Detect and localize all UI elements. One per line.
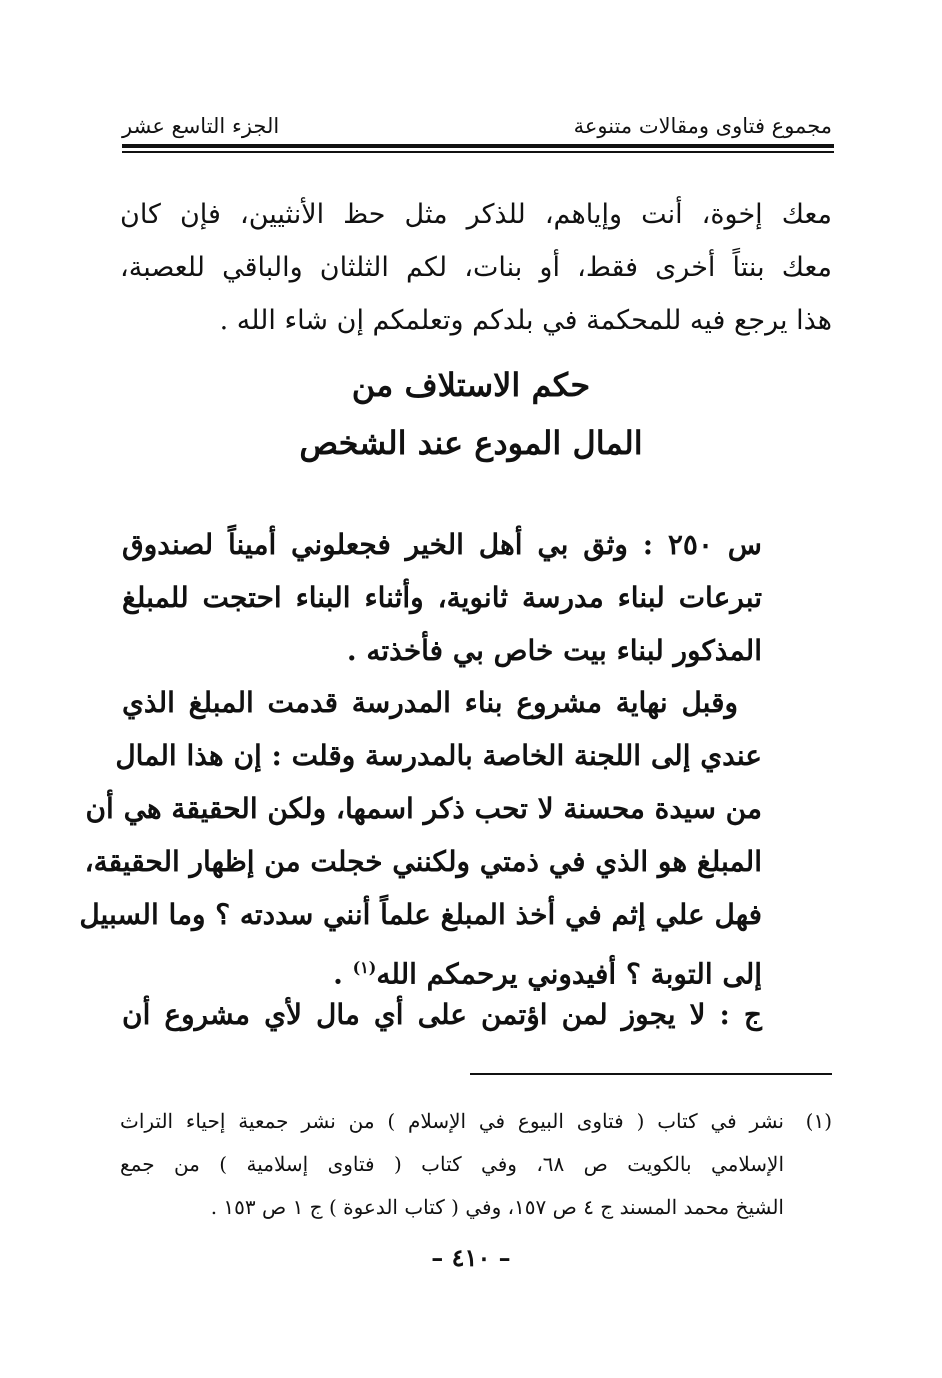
intro-line-3: هذا يرجع فيه للمحكمة في بلدكم وتعلمكم إن شاء الله . xyxy=(219,305,832,336)
section-title-line-2: المال المودع عند الشخص xyxy=(299,424,643,462)
question-cont-line-5: فهل علي إثم في أخذ المبلغ علماً أنني سددته ؟ وما السبيل xyxy=(79,898,762,931)
header-volume: الجزء التاسع عشر xyxy=(122,114,280,138)
question-line-2: تبرعات لبناء مدرسة ثانوية، وأثناء البناء احتجت للمبلغ xyxy=(122,581,762,614)
page-number: – ٤١٠ – xyxy=(431,1243,511,1272)
question-cont-line-6-text: إلى التوبة ؟ أفيدوني يرحمكم الله xyxy=(376,957,762,991)
footnote-rule xyxy=(470,1073,832,1075)
question-line-1: س ٢٥٠ : وثق بي أهل الخير فجعلوني أميناً لصندوق xyxy=(122,528,762,561)
question-line-3: المذكور لبناء بيت خاص بي فأخذته . xyxy=(346,634,762,667)
question-cont-line-1: وقبل نهاية مشروع بناء المدرسة قدمت المبلغ الذي xyxy=(122,686,738,719)
intro-line-2: معك بنتاً أخرى فقط، أو بنات، لكم الثلثان والباقي للعصبة، xyxy=(120,252,832,283)
answer-block xyxy=(122,988,762,1041)
header-book-title: مجموع فتاوى ومقالات متنوعة xyxy=(573,114,832,138)
footnote-line-1: نشر في كتاب ( فتاوى البيوع في الإسلام ) من نشر جمعية إحياء التراث xyxy=(120,1109,784,1133)
footnote-marker: (١) xyxy=(805,1109,832,1133)
answer-line-1: ج : لا يجوز لمن اؤتمن على أي مال لأي مشروع أن xyxy=(122,998,762,1031)
question-block xyxy=(122,518,762,677)
footnote-line-2: الإسلامي بالكويت ص ٦٨، وفي كتاب ( فتاوى إسلامية ) من جمع xyxy=(120,1152,785,1176)
question-cont-line-3: من سيدة محسنة لا تحب ذكر اسمها، ولكن الحقيقة هي أن xyxy=(85,792,762,825)
header-rule-thick xyxy=(122,144,834,148)
question-continued-block xyxy=(79,676,762,1000)
section-title-line-1: حكم الاستلاف من xyxy=(351,366,591,404)
question-cont-line-6-end: . xyxy=(333,957,353,991)
question-cont-line-2: عندي إلى اللجنة الخاصة بالمدرسة وقلت : إن هذا المال xyxy=(115,739,762,772)
footnote-body xyxy=(120,1100,784,1229)
footnote xyxy=(120,1100,832,1229)
footnote-reference: (١) xyxy=(352,958,377,977)
header-rule-thin xyxy=(122,151,834,153)
footnote-line-3: الشيخ محمد المسند ج ٤ ص ١٥٧، وفي ( كتاب الدعوة ) ج ١ ص ١٥٣ . xyxy=(210,1195,784,1219)
question-cont-line-4: المبلغ هو الذي في ذمتي ولكنني خجلت من إظهار الحقيقة، xyxy=(84,845,762,878)
running-header xyxy=(122,104,832,138)
intro-paragraph xyxy=(120,188,832,347)
intro-line-1: معك إخوة، أنت وإياهم، للذكر مثل حظ الأنثيين، فإن كان xyxy=(120,199,832,230)
